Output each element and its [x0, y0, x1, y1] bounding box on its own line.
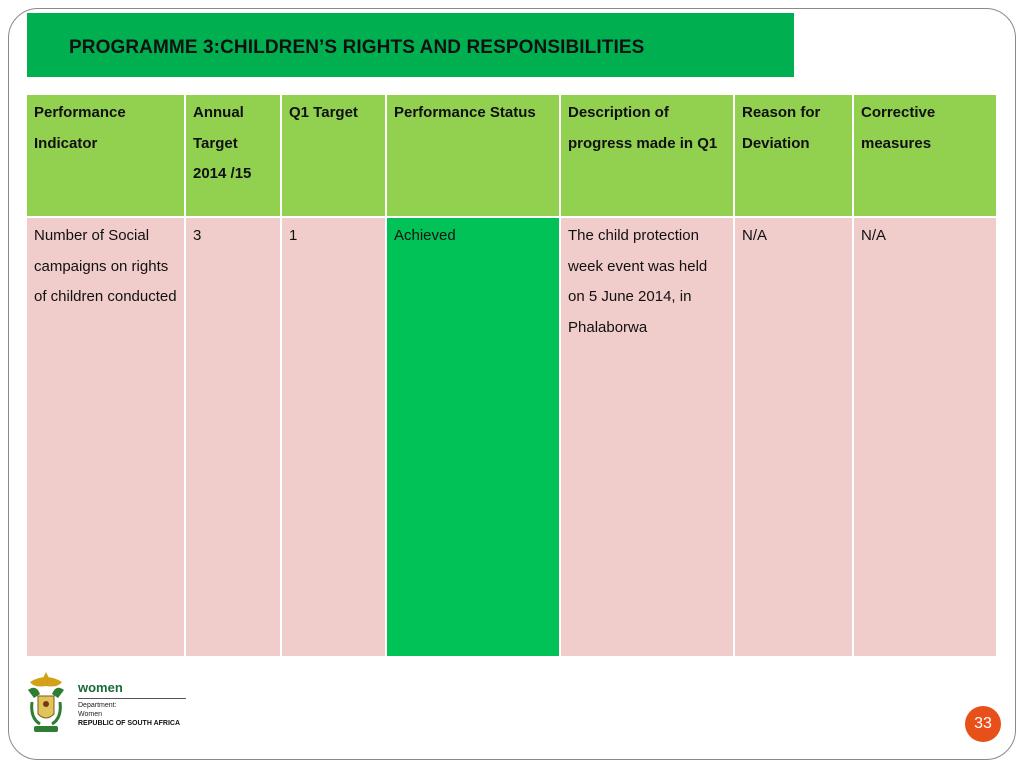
department-logo [24, 668, 194, 740]
cell-annual-target: 3 [186, 218, 280, 656]
header-corrective-measures: Corrective measures [854, 95, 996, 216]
performance-table [25, 93, 998, 658]
cell-corrective: N/A [854, 218, 996, 656]
header-description: Description of progress made in Q1 [561, 95, 733, 216]
logo-wordmark: women [78, 680, 123, 695]
cell-status: Achieved [387, 218, 559, 656]
logo-country: REPUBLIC OF SOUTH AFRICA [78, 720, 181, 727]
table-header-row [27, 95, 996, 216]
logo-department-name: Women [78, 711, 102, 718]
table-row [27, 218, 996, 656]
header-annual-target: Annual Target 2014 /15 [186, 95, 280, 216]
header-performance-indicator: Performance Indicator [27, 95, 184, 216]
title-bar [27, 13, 794, 77]
header-performance-status: Performance Status [387, 95, 559, 216]
cell-indicator: Number of Social campaigns on rights of children conducted [27, 218, 184, 656]
slide-title: PROGRAMME 3:CHILDREN’S RIGHTS AND RESPONSIBILITIES [69, 37, 645, 58]
logo-divider [78, 698, 186, 699]
cell-q1-target: 1 [282, 218, 385, 656]
header-reason-for-deviation: Reason for Deviation [735, 95, 852, 216]
cell-description: The child protection week event was held on 5 June 2014, in Phalaborwa [561, 218, 733, 656]
coat-of-arms-icon [24, 668, 68, 738]
page-number-badge: 33 [965, 706, 1001, 742]
logo-department-label: Department: [78, 702, 117, 709]
cell-reason: N/A [735, 218, 852, 656]
header-q1-target: Q1 Target [282, 95, 385, 216]
